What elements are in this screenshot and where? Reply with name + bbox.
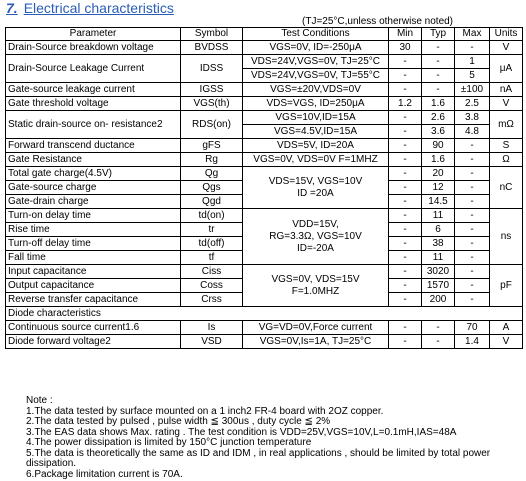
unit-cell: ns bbox=[490, 209, 523, 265]
max-cell: - bbox=[455, 251, 490, 265]
typ-cell: - bbox=[422, 41, 455, 55]
symbol-cell: Qg bbox=[181, 167, 243, 181]
condition-cell: VDS=5V, ID=20A bbox=[243, 139, 389, 153]
max-cell: - bbox=[455, 237, 490, 251]
table-row bbox=[6, 265, 523, 279]
typ-cell: 6 bbox=[422, 223, 455, 237]
param-cell: Gate Resistance bbox=[6, 153, 181, 167]
max-cell: - bbox=[455, 139, 490, 153]
typ-cell: 38 bbox=[422, 237, 455, 251]
typ-cell: - bbox=[422, 69, 455, 83]
note-item: 5.The data is theoretically the same as ID and IDM , in real applications , should be limited by total power dissipation. bbox=[26, 447, 491, 469]
param-cell: Rise time bbox=[6, 223, 181, 237]
table-row bbox=[6, 209, 523, 223]
unit-cell: A bbox=[490, 321, 523, 335]
typ-cell: 2.6 bbox=[422, 111, 455, 125]
max-cell: 70 bbox=[455, 321, 490, 335]
max-cell: - bbox=[455, 209, 490, 223]
condition-cell: VGS=0V, VDS=0V F=1MHZ bbox=[243, 153, 389, 167]
conditions-note: (TJ=25°C,unless otherwise noted) bbox=[302, 16, 454, 27]
condition-cell bbox=[243, 167, 389, 209]
symbol-cell: Crss bbox=[181, 293, 243, 307]
max-cell: 1.4 bbox=[455, 335, 490, 349]
param-cell: Gate-drain charge bbox=[6, 195, 181, 209]
param-cell: Gate-source leakage current bbox=[6, 83, 181, 97]
symbol-cell: Coss bbox=[181, 279, 243, 293]
symbol-cell: tf bbox=[181, 251, 243, 265]
section-number: 7. bbox=[6, 0, 18, 16]
condition-line: VGS=0V, VDS=15V bbox=[271, 273, 360, 285]
min-cell: - bbox=[389, 293, 422, 307]
max-cell: - bbox=[455, 279, 490, 293]
param-cell: Input capacitance bbox=[6, 265, 181, 279]
diode-section-header: Diode characteristics bbox=[6, 307, 523, 321]
condition-cell: VGS=4.5V,ID=15A bbox=[243, 125, 389, 139]
typ-cell: 1.6 bbox=[422, 153, 455, 167]
table-row bbox=[6, 167, 523, 181]
min-cell: - bbox=[389, 195, 422, 209]
symbol-cell: VSD bbox=[181, 335, 243, 349]
max-cell: ±100 bbox=[455, 83, 490, 97]
symbol-cell: Qgd bbox=[181, 195, 243, 209]
min-cell: - bbox=[389, 321, 422, 335]
note-item: 6.Package limitation current is 70A. bbox=[26, 468, 183, 480]
notes-title: Note : bbox=[26, 395, 53, 406]
condition-line: ID =20A bbox=[297, 187, 334, 199]
section-title-text: Electrical characteristics bbox=[23, 0, 174, 16]
symbol-cell: BVDSS bbox=[181, 41, 243, 55]
param-cell: Gate threshold voltage bbox=[6, 97, 181, 111]
typ-cell: 3.6 bbox=[422, 125, 455, 139]
min-cell: 30 bbox=[389, 41, 422, 55]
symbol-cell: tr bbox=[181, 223, 243, 237]
max-cell: - bbox=[455, 265, 490, 279]
condition-cell bbox=[243, 265, 389, 307]
param-cell: Forward transcend ductance bbox=[6, 139, 181, 153]
header-cell: Units bbox=[490, 28, 523, 41]
param-cell: Output capacitance bbox=[6, 279, 181, 293]
min-cell: - bbox=[389, 335, 422, 349]
typ-cell: 200 bbox=[422, 293, 455, 307]
unit-cell: S bbox=[490, 139, 523, 153]
table-row bbox=[6, 139, 523, 153]
typ-cell: 3020 bbox=[422, 265, 455, 279]
condition-line: VDS=15V, VGS=10V bbox=[268, 175, 363, 187]
max-cell: - bbox=[455, 167, 490, 181]
param-cell: Fall time bbox=[6, 251, 181, 265]
condition-cell: VGS=±20V,VDS=0V bbox=[243, 83, 389, 97]
symbol-cell: IDSS bbox=[181, 55, 243, 83]
min-cell: - bbox=[389, 153, 422, 167]
header-cell: Max bbox=[455, 28, 490, 41]
typ-cell: 90 bbox=[422, 139, 455, 153]
table-row bbox=[6, 97, 523, 111]
max-cell: - bbox=[455, 223, 490, 237]
unit-cell: V bbox=[490, 335, 523, 349]
min-cell: - bbox=[389, 279, 422, 293]
max-cell: - bbox=[455, 195, 490, 209]
param-cell: Turn-on delay time bbox=[6, 209, 181, 223]
unit-cell: mΩ bbox=[490, 111, 523, 139]
min-cell: - bbox=[389, 209, 422, 223]
unit-cell: Ω bbox=[490, 153, 523, 167]
min-cell: - bbox=[389, 111, 422, 125]
condition-cell: VDS=24V,VGS=0V, TJ=55°C bbox=[243, 69, 389, 83]
table-row bbox=[6, 55, 523, 69]
header-cell: Parameter bbox=[6, 28, 181, 41]
unit-cell: μA bbox=[490, 55, 523, 83]
condition-line: F=1.0MHZ bbox=[291, 285, 340, 297]
max-cell: 1 bbox=[455, 55, 490, 69]
table-row bbox=[6, 321, 523, 335]
condition-cell: VDS=24V,VGS=0V, TJ=25°C bbox=[243, 55, 389, 69]
param-cell: Gate-source charge bbox=[6, 181, 181, 195]
max-cell: 2.5 bbox=[455, 97, 490, 111]
typ-cell: 1570 bbox=[422, 279, 455, 293]
condition-line: ID=-20A bbox=[297, 242, 334, 254]
condition-cell: VG=VD=0V,Force current bbox=[243, 321, 389, 335]
max-cell: 5 bbox=[455, 69, 490, 83]
typ-cell: 11 bbox=[422, 251, 455, 265]
note-item: 2.The data tested by pulsed , pulse width ≦ 300us , duty cycle ≦ 2% bbox=[26, 416, 331, 427]
unit-cell: nA bbox=[490, 83, 523, 97]
condition-cell: VGS=10V,ID=15A bbox=[243, 111, 389, 125]
table-row bbox=[6, 153, 523, 167]
table-row bbox=[6, 307, 523, 321]
min-cell: - bbox=[389, 55, 422, 69]
min-cell: - bbox=[389, 251, 422, 265]
header-cell: Test Conditions bbox=[243, 28, 389, 41]
symbol-cell: IGSS bbox=[181, 83, 243, 97]
min-cell: - bbox=[389, 83, 422, 97]
unit-cell: V bbox=[490, 97, 523, 111]
table-row bbox=[6, 83, 523, 97]
symbol-cell: RDS(on) bbox=[181, 111, 243, 139]
symbol-cell: VGS(th) bbox=[181, 97, 243, 111]
typ-cell: - bbox=[422, 83, 455, 97]
min-cell: - bbox=[389, 181, 422, 195]
table-header-row bbox=[6, 28, 523, 41]
min-cell: - bbox=[389, 139, 422, 153]
param-cell: Reverse transfer capacitance bbox=[6, 293, 181, 307]
condition-cell bbox=[243, 209, 389, 265]
max-cell: - bbox=[455, 153, 490, 167]
typ-cell: - bbox=[422, 55, 455, 69]
param-cell: Continuous source current1.6 bbox=[6, 321, 181, 335]
param-cell: Total gate charge(4.5V) bbox=[6, 167, 181, 181]
symbol-cell: td(off) bbox=[181, 237, 243, 251]
note-item: 4.The power dissipation is limited by 150°C junction temperature bbox=[26, 437, 312, 448]
header-cell: Symbol bbox=[181, 28, 243, 41]
section-title bbox=[6, 0, 174, 16]
typ-cell: - bbox=[422, 335, 455, 349]
unit-cell: pF bbox=[490, 265, 523, 307]
param-cell: Turn-off delay time bbox=[6, 237, 181, 251]
typ-cell: - bbox=[422, 321, 455, 335]
electrical-characteristics-table bbox=[5, 27, 523, 349]
min-cell: - bbox=[389, 69, 422, 83]
max-cell: - bbox=[455, 181, 490, 195]
condition-line: VDD=15V, bbox=[292, 218, 339, 230]
unit-cell: nC bbox=[490, 167, 523, 209]
min-cell: - bbox=[389, 237, 422, 251]
note-item: 1.The data tested by surface mounted on a 1 inch2 FR-4 board with 2OZ copper. bbox=[26, 405, 384, 417]
typ-cell: 11 bbox=[422, 209, 455, 223]
min-cell: - bbox=[389, 125, 422, 139]
symbol-cell: Is bbox=[181, 321, 243, 335]
condition-line: RG=3.3Ω, VGS=10V bbox=[269, 230, 362, 242]
max-cell: - bbox=[455, 293, 490, 307]
max-cell: 3.8 bbox=[455, 111, 490, 125]
condition-cell: VGS=0V, ID=-250μA bbox=[243, 41, 389, 55]
notes-block bbox=[26, 396, 516, 480]
min-cell: 1.2 bbox=[389, 97, 422, 111]
symbol-cell: gFS bbox=[181, 139, 243, 153]
condition-cell: VDS=VGS, ID=250μA bbox=[243, 97, 389, 111]
typ-cell: 1.6 bbox=[422, 97, 455, 111]
param-cell: Drain-Source breakdown voltage bbox=[6, 41, 181, 55]
symbol-cell: Qgs bbox=[181, 181, 243, 195]
header-cell: Typ bbox=[422, 28, 455, 41]
min-cell: - bbox=[389, 265, 422, 279]
typ-cell: 20 bbox=[422, 167, 455, 181]
max-cell: - bbox=[455, 41, 490, 55]
symbol-cell: td(on) bbox=[181, 209, 243, 223]
max-cell: 4.8 bbox=[455, 125, 490, 139]
table-row bbox=[6, 41, 523, 55]
header-cell: Min bbox=[389, 28, 422, 41]
symbol-cell: Rg bbox=[181, 153, 243, 167]
param-cell: Diode forward voltage2 bbox=[6, 335, 181, 349]
param-cell: Static drain-source on- resistance2 bbox=[6, 111, 181, 139]
typ-cell: 14.5 bbox=[422, 195, 455, 209]
param-cell: Drain-Source Leakage Current bbox=[6, 55, 181, 83]
note-item: 3.The EAS data shows Max. rating . The test condition is VDD=25V,VGS=10V,L=0.1mH,IAS=48A bbox=[26, 426, 457, 438]
min-cell: - bbox=[389, 223, 422, 237]
table-row bbox=[6, 111, 523, 125]
symbol-cell: Ciss bbox=[181, 265, 243, 279]
typ-cell: 12 bbox=[422, 181, 455, 195]
unit-cell: V bbox=[490, 41, 523, 55]
condition-cell: VGS=0V,Is=1A, TJ=25°C bbox=[243, 335, 389, 349]
min-cell: - bbox=[389, 167, 422, 181]
table-row bbox=[6, 335, 523, 349]
